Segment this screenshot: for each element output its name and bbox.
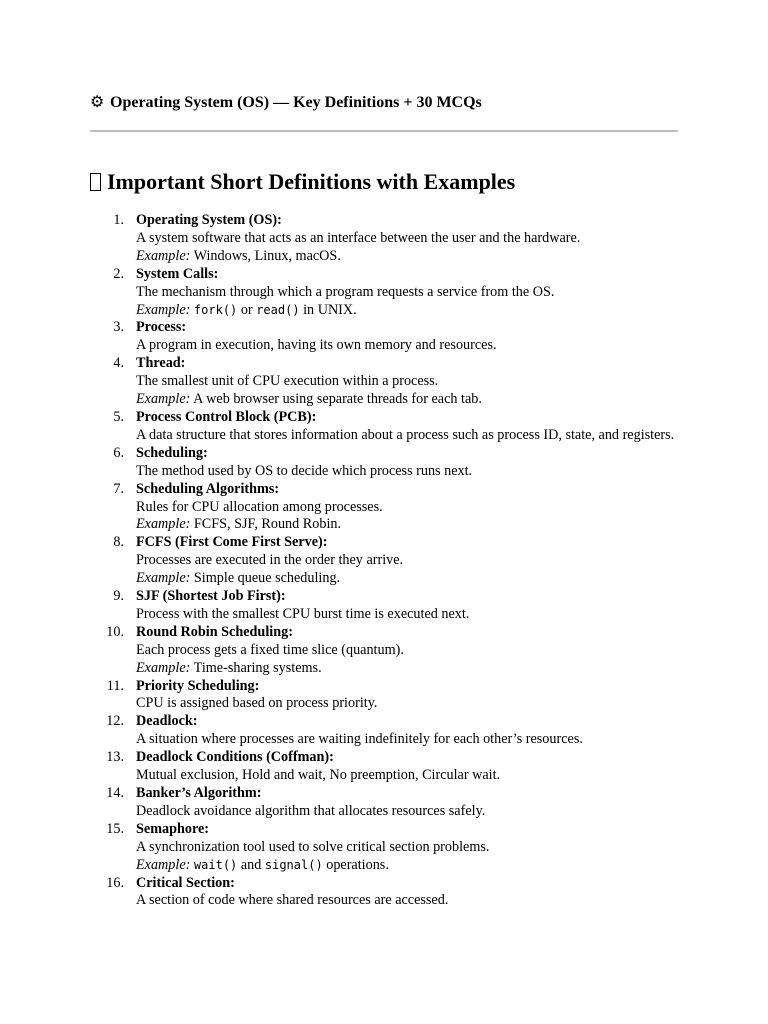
definition-description: Each process gets a fixed time slice (quantum). (136, 641, 404, 658)
definition-description: Processes are executed in the order they arrive. (136, 552, 404, 569)
definition-item (90, 821, 678, 875)
definition-term: Round Robin Scheduling: (136, 623, 293, 640)
definition-term: Banker’s Algorithm: (136, 785, 262, 801)
example-text: operations. (322, 856, 389, 873)
definition-example (136, 570, 678, 588)
definition-description: A program in execution, having its own memory and resources. (136, 337, 497, 354)
horizontal-divider (90, 130, 678, 132)
definition-term: Deadlock: (136, 713, 198, 730)
definition-term: Thread: (136, 355, 186, 372)
example-text: and (237, 856, 265, 873)
definition-number: 16. (106, 874, 124, 891)
definition-term: Operating System (OS): (136, 212, 282, 228)
definition-item (90, 678, 678, 714)
gear-icon: ⚙ (90, 94, 105, 111)
definition-item (90, 355, 678, 409)
example-code: fork() (193, 302, 238, 317)
definition-number: 9. (113, 588, 124, 605)
definition-item (90, 534, 678, 588)
definition-example (136, 302, 678, 320)
definition-number: 15. (106, 820, 124, 837)
example-text: Windows, Linux, macOS. (190, 247, 341, 264)
definition-item (90, 212, 678, 266)
definition-description: A data structure that stores information about a process such as process ID, state, and registers. (136, 426, 675, 443)
definition-description: Rules for CPU allocation among processes. (136, 498, 383, 515)
definition-description: A section of code where shared resources are accessed. (136, 892, 449, 909)
example-label: Example: (136, 301, 191, 318)
document-header (90, 93, 482, 113)
definition-number: 3. (113, 319, 124, 336)
definition-description: The method used by OS to decide which process runs next. (136, 462, 473, 479)
definition-item (90, 713, 678, 749)
example-label: Example: (136, 856, 191, 873)
definition-item (90, 481, 678, 535)
definition-description: Deadlock avoidance algorithm that allocates resources safely. (136, 802, 486, 819)
definition-description: Mutual exclusion, Hold and wait, No preemption, Circular wait. (136, 767, 501, 784)
example-text: A web browser using separate threads for each tab. (190, 391, 482, 408)
example-text: FCFS, SJF, Round Robin. (190, 516, 342, 533)
missing-glyph-box-icon (90, 173, 101, 191)
definition-number: 2. (113, 265, 124, 282)
definition-example (136, 857, 678, 875)
section-heading (90, 168, 515, 196)
definition-number: 8. (113, 534, 124, 551)
definition-description: CPU is assigned based on process priority. (136, 695, 378, 712)
definition-term: Critical Section: (136, 874, 235, 891)
definition-example (136, 248, 678, 266)
definition-number: 5. (113, 408, 124, 425)
definition-description: A synchronization tool used to solve critical section problems. (136, 838, 490, 855)
definition-example (136, 391, 678, 409)
definition-term: Deadlock Conditions (Coffman): (136, 749, 334, 766)
definition-description: A situation where processes are waiting indefinitely for each other’s resources. (136, 731, 583, 748)
definition-number: 4. (113, 355, 124, 372)
definition-item (90, 624, 678, 678)
example-text: Simple queue scheduling. (190, 570, 341, 587)
example-text: in UNIX. (299, 301, 357, 318)
definition-term: Scheduling: (136, 444, 208, 461)
definition-number: 11. (106, 677, 124, 694)
definition-term: Semaphore: (136, 820, 210, 837)
document-title: Operating System (OS) — Key Definitions + 30 MCQs (110, 94, 482, 111)
definition-number: 12. (106, 713, 124, 730)
example-label: Example: (136, 391, 191, 408)
definitions-list (90, 212, 678, 910)
definition-item (90, 749, 678, 785)
definition-example (136, 516, 678, 534)
definition-number: 13. (106, 749, 124, 766)
definition-item (90, 319, 678, 355)
definition-description: The smallest unit of CPU execution within a process. (136, 373, 439, 390)
definition-term: System Calls: (136, 265, 219, 282)
example-label: Example: (136, 516, 191, 533)
definition-item (90, 875, 678, 911)
example-code: signal() (264, 857, 323, 872)
example-code: wait() (193, 857, 238, 872)
definition-term: Priority Scheduling: (136, 677, 260, 694)
definition-item (90, 785, 678, 821)
definition-term: Scheduling Algorithms: (136, 480, 280, 497)
example-label: Example: (136, 659, 191, 676)
section-title-text: Important Short Definitions with Examples (107, 169, 516, 194)
example-label: Example: (136, 570, 191, 587)
definition-description: The mechanism through which a program requests a service from the OS. (136, 283, 555, 300)
definition-number: 14. (106, 785, 124, 801)
definition-item (90, 266, 678, 320)
definition-description: Process with the smallest CPU burst time is executed next. (136, 605, 470, 622)
example-text: Time-sharing systems. (190, 659, 322, 676)
definition-number: 10. (106, 623, 124, 640)
definition-item (90, 409, 678, 445)
definition-item (90, 445, 678, 481)
example-code: read() (256, 302, 300, 317)
example-label: Example: (136, 247, 191, 264)
definition-description: A system software that acts as an interface between the user and the hardware. (136, 229, 581, 246)
example-text: or (237, 301, 257, 318)
definition-number: 1. (113, 212, 124, 228)
definition-term: SJF (Shortest Job First): (136, 588, 286, 605)
definition-item (90, 588, 678, 624)
definition-term: FCFS (First Come First Serve): (136, 534, 328, 551)
definition-number: 7. (113, 480, 124, 497)
definition-number: 6. (113, 444, 124, 461)
definition-term: Process Control Block (PCB): (136, 408, 317, 425)
definition-term: Process: (136, 319, 187, 336)
definition-example (136, 660, 678, 678)
